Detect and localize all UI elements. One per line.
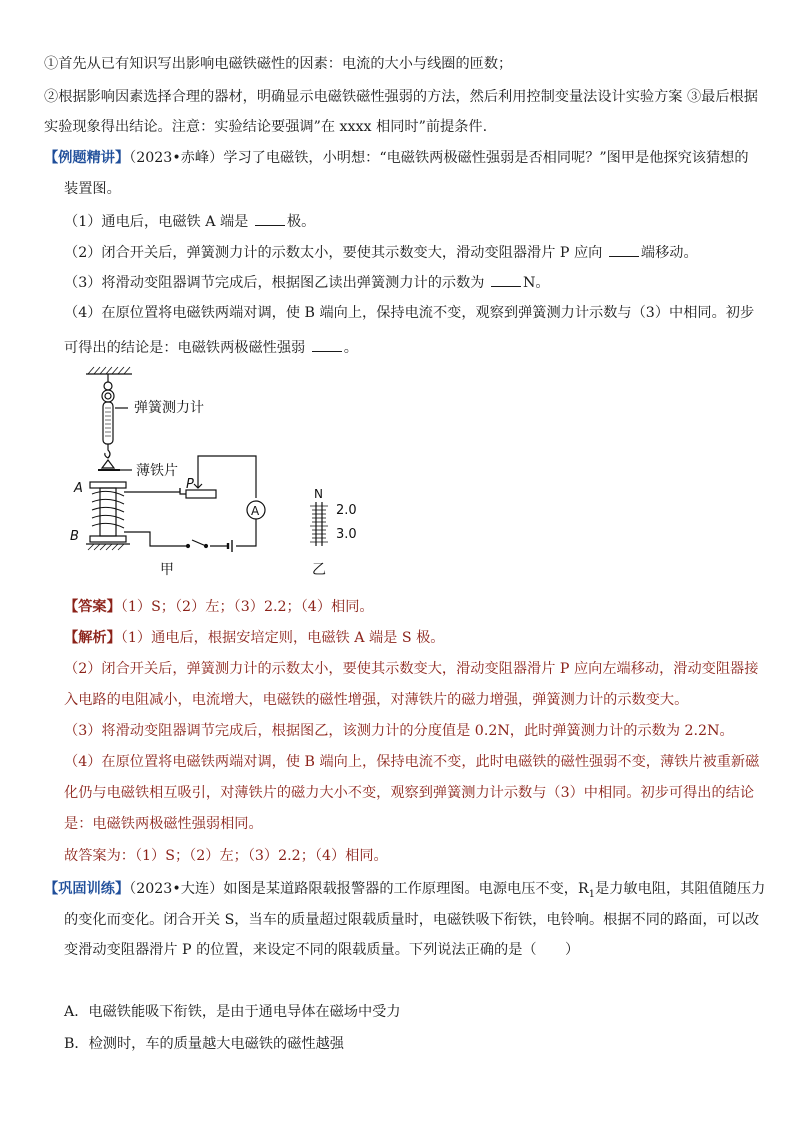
analysis-tag: 【解析】 [64,630,121,646]
example-intro: （2023•赤峰）学习了电磁铁，小明想：“电磁铁两极磁性强弱是否相同呢？”图甲是他探究该猜想的 [129,150,749,166]
intro-line-3: 实验现象得出结论。注意：实验结论要强调”在 xxxx 相同时”前提条件. [44,119,488,135]
training-line-2: 的变化而变化。闭合开关 S，当车的质量超过限载质量时，电磁铁吸下衔铁，电铃响。根据不同的路面，可以改 [64,912,760,928]
experiment-figure [60,364,390,584]
training-text-1b: 是力敏电阻，其阻值随压力 [595,881,766,897]
iron-plate-label: 薄铁片 [136,463,178,479]
analysis-line-5: （4）在原位置将电磁铁两端对调，使 B 端向上，保持电流不变，此时电磁铁的磁性强弱不变，薄铁片被重新磁 [64,754,760,770]
experiment-diagram [60,364,390,584]
question-4-text: 可得出的结论是：电磁铁两极磁性强弱 [64,340,306,356]
slider-p-label: P [186,477,194,492]
analysis-line-7: 是：电磁铁两极磁性强弱相同。 [64,816,263,832]
question-1-text: （1）通电后，电磁铁 A 端是 [64,214,249,230]
tick-label-1: 2.0 [336,503,357,518]
intro-line-2: ②根据影响因素选择合理的器材，明确显示电磁铁磁性强弱的方法，然后利用控制变量法设计实验方案 ③最后根据 [44,89,758,105]
example-line-1 [44,148,749,168]
answer-line [64,597,374,617]
analysis-text-1: （1）通电后，根据安培定则，电磁铁 A 端是 S 极。 [120,630,445,646]
example-line-2: 装置图。 [64,181,121,197]
example-tag: 【例题精讲】 [44,150,130,166]
analysis-line-1 [64,628,444,648]
analysis-line-6: 化仍与电磁铁相互吸引，对薄铁片的磁力大小不变，观察到弹簧测力计示数与（3）中相同。初步可得出的结论 [64,785,755,801]
answer-blank [609,242,639,257]
end-a-label: A [74,481,83,496]
question-2-text: （2）闭合开关后，弹簧测力计的示数太小，要使其示数变大，滑动变阻器滑片 P 应向 [64,245,603,261]
training-tag: 【巩固训练】 [44,881,130,897]
answer-blank [312,337,342,352]
ammeter-label: A [251,504,260,518]
pole-n-label: N [314,487,323,501]
spring-scale-label: 弹簧测力计 [134,400,204,416]
analysis-line-8: 故答案为：（1）S；（2）左；（3）2.2；（4）相同。 [64,848,388,864]
question-3 [64,272,550,293]
training-line-3: 变滑动变阻器滑片 P 的位置，来设定不同的限载质量。下列说法正确的是（ ） [64,942,580,958]
option-a: A．电磁铁能吸下衔铁，是由于通电导体在磁场中受力 [64,1004,401,1020]
question-3-text: （3）将滑动变阻器调节完成后，根据图乙读出弹簧测力计的示数为 [64,275,485,291]
analysis-line-4: （3）将滑动变阻器调节完成后，根据图乙，该测力计的分度值是 0.2N，此时弹簧测力计的示数为 2.2N。 [64,723,734,739]
question-1 [64,211,315,232]
answer-tag: 【答案】 [64,599,121,615]
answer-text: （1）S；（2）左；（3）2.2；（4）相同。 [120,599,374,615]
end-b-label: B [70,529,79,544]
figure-caption-left: 甲 [160,562,174,578]
question-4: （4）在原位置将电磁铁两端对调，使 B 端向上，保持电流不变，观察到弹簧测力计示数与（3）中相同。初步 [64,305,755,321]
analysis-line-2: （2）闭合开关后，弹簧测力计的示数太小，要使其示数变大，滑动变阻器滑片 P 应向左端移动，滑动变阻器接 [64,661,759,677]
question-2-tail: 端移动。 [640,245,698,261]
question-3-tail: N。 [522,275,550,291]
training-subscript: 1 [588,888,596,900]
question-4-cont [64,337,358,358]
intro-line-1: ①首先从已有知识写出影响电磁铁磁性的因素：电流的大小与线圈的匝数； [44,56,513,72]
option-b: B．检测时，车的质量越大电磁铁的磁性越强 [64,1036,344,1052]
figure-caption-right: 乙 [312,562,326,578]
training-line-1 [44,879,765,905]
training-text-1a: （2023•大连）如图是某道路限载报警器的工作原理图。电源电压不变，R [129,881,589,897]
answer-blank [255,211,285,226]
analysis-line-3: 入电路的电阻减小，电流增大，电磁铁的磁性增强，对薄铁片的磁力增强，弹簧测力计的示数变大。 [64,692,689,708]
question-1-tail: 极。 [286,214,316,230]
answer-blank [491,272,521,287]
question-2 [64,242,698,263]
question-4-tail: 。 [343,340,358,356]
tick-label-2: 3.0 [336,527,357,542]
